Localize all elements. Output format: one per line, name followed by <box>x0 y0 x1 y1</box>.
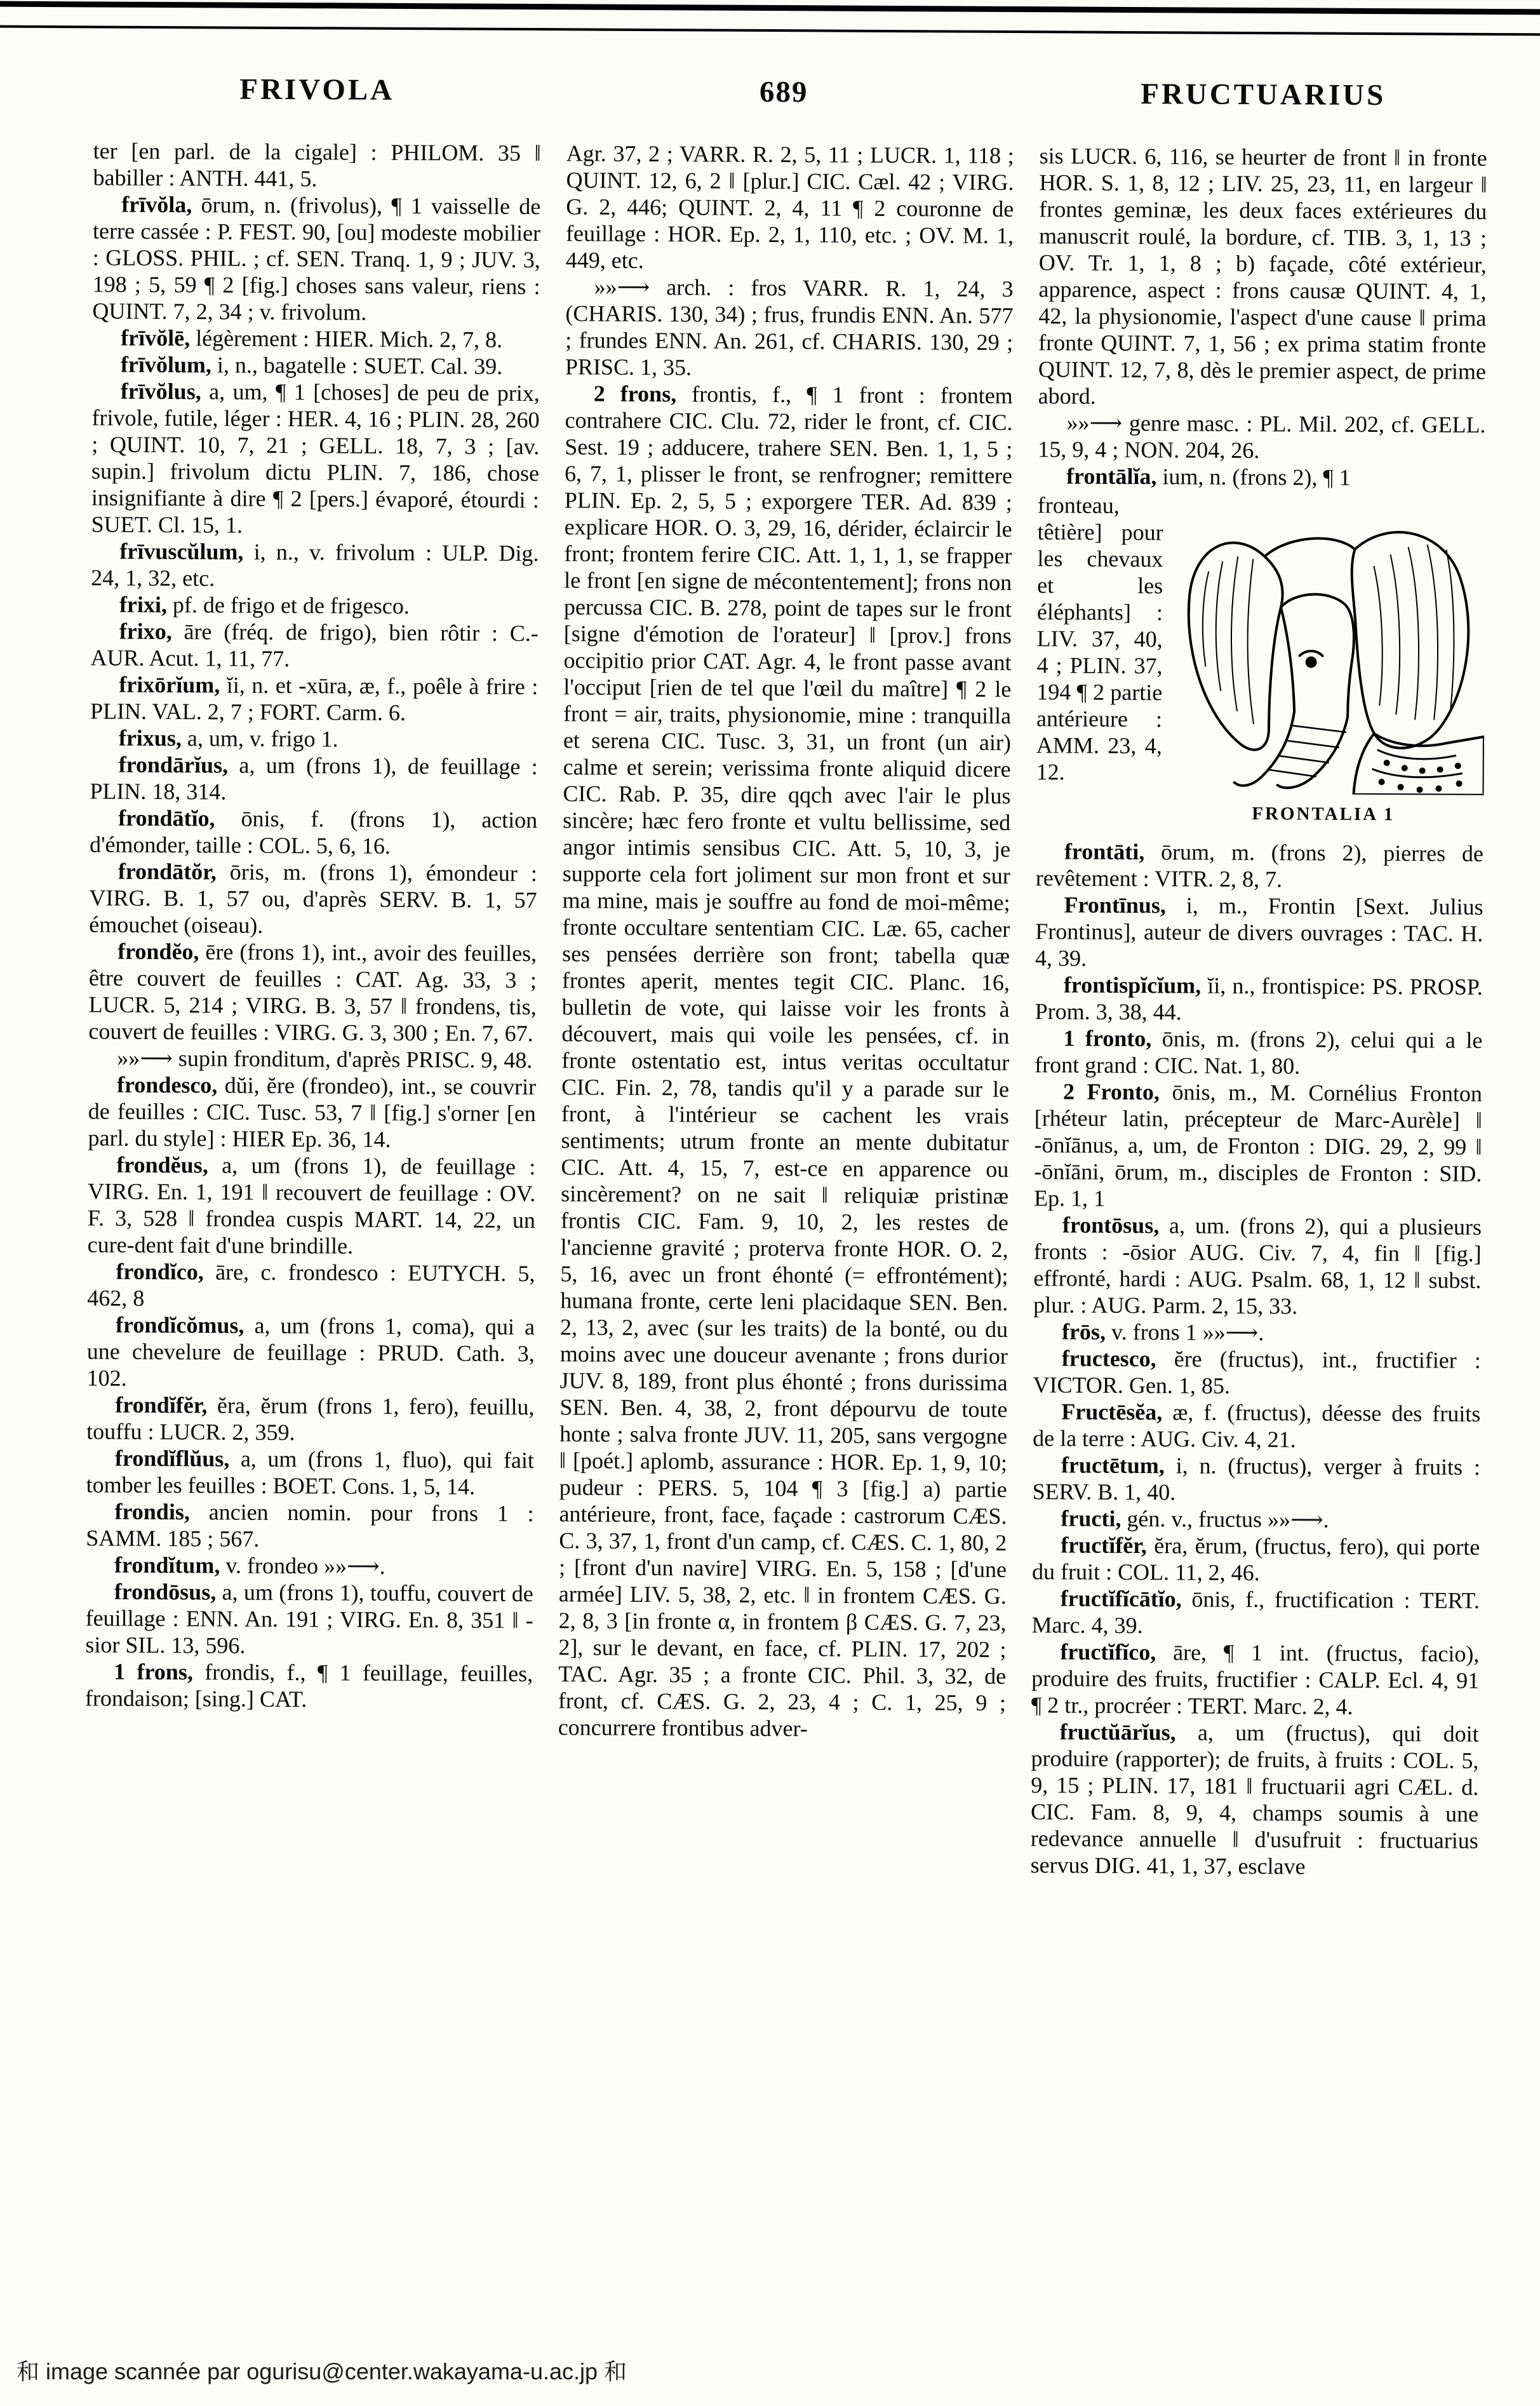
entry-text: légèrement : HIER. Mich. 2, 7, 8. <box>190 325 503 353</box>
headword: 1 frons, <box>114 1658 194 1685</box>
dictionary-entry <box>1033 1345 1480 1401</box>
entry-text: gén. v., fructus »»⟶. <box>1121 1505 1329 1533</box>
entry-text: a, um (frons 1, fluo), qui fait tomber les feuilles : BOET. Cons. 1, 5, 14. <box>86 1446 535 1500</box>
entry-text: Agr. 37, 2 ; VARR. R. 2, 5, 11 ; LUCR. 1, 118 ; QUINT. 12, 6, 2 ‖ [plur.] CIC. Cæl. 42 ; VIRG. G. 2, 446; QUINT. 2, 4, 11 ¶ 2 couronne de feuillage : HOR. Ep. 2, 1, 110, etc. ; OV. M. 1, 449, etc. <box>565 140 1014 273</box>
headword: fructĭfĕr, <box>1061 1532 1147 1559</box>
column-right-bottom-entries <box>1031 838 1484 1881</box>
entry-text: ĭi, n. et -xūra, æ, f., poêle à frire : PLIN. VAL. 2, 7 ; FORT. Carm. 6. <box>90 672 539 726</box>
figure-caption: FRONTALIA 1 <box>1252 803 1395 825</box>
entry-text: »»⟶ arch. : fros VARR. R. 1, 24, 3 (CHARIS. 130, 34) ; frus, frundis ENN. An. 577 ; frundes ENN. An. 261, cf. CHARIS. 130, 29 ; PRISC. 1, 35. <box>565 274 1014 380</box>
dictionary-entry <box>92 191 540 326</box>
running-head-right: FRUCTUARIUS <box>1141 77 1386 112</box>
dictionary-entry <box>90 804 537 860</box>
dictionary-entry <box>91 591 539 620</box>
entry-text: a, um, v. frigo 1. <box>181 725 338 752</box>
entry-text: frontis, f., ¶ 1 front : frontem contrahere CIC. Clu. 72, rider le front, cf. CIC. Sest. 19 ; adducere, trahere SEN. Ben. 1, 1, 5 ; 6, 7, 1, plisser le front, se renfrogner; remittere PLIN. Ep. 2, 5, 5 ; exporgere TER. Ad. 839 ; explicare HOR. O. 3, 29, 16, dérider, éclaircir le front; frontem ferire CIC. Att. 1, 1, 1, se frapper le front [en signe de mécontentement]; frons non percussa CIC. B. 278, point de tapes sur le front [signe d'émotion de l'orateur] ‖ [prov.] frons occipitio prior CAT. Agr. 4, le front passe avant l'occiput [rien de tel que l'œil du maître] ¶ 2 le front = air, traits, physionomie, mine : tranquilla et serena CIC. Tusc. 3, 31, un front (un air) calme et serein; verissima fronte aliquid dicere CIC. Rab. P. 35, dire qqch avec l'air le plus sincère; hæc fero fronte et vultu bellissime, sed angor intimis sensibus CIC. Att. 5, 10, 3, je supporte cela fort joliment sur mon front et sur ma mine, mais je souffre au fond de moi-même; fronte occultare sententiam CIC. Læ. 65, cacher ses pensées derrière son front; tabella quæ frontes aperit, mentes tegit CIC. Planc. 16, bulletin de vote, qui laisse voir les fronts à découvert, mais qui voile les pensées, cf. in fronte ostentatio est, intus veritas occultatur CIC. Fin. 2, 78, tandis qu'il y a parade sur le front, à l'intérieur se cachent les vrais sentiments; utrum fronte an mente dubitatur CIC. Att. 4, 15, 7, est-ce en apparence ou sincèrement? on ne sait ‖ reliquiæ pristinæ frontis CIC. Fam. 9, 10, 2, les restes de l'ancienne gravité ; proterva fronte HOR. O. 2, 5, 16, avec un front éhonté (= effrontément); humana fronte, certe leni placidaque SEN. Ben. 2, 13, 2, avec (sur les traits) de la bonté, ou du moins avec une douceur avenante ; frons durior JUV. 8, 189, front plus éhonté ; frons durissima SEN. Ben. 4, 38, 2, front dépourvu de toute honte ; salva fronte JUV. 11, 205, sans vergogne ‖ [poét.] aplomb, assurance : HOR. Ep. 1, 9, 10; pudeur : PERS. 5, 104 ¶ 3 [fig.] a) partie antérieure, front, face, façade : castrorum CÆS. C. 3, 37, 1, front d'un camp, cf. CÆS. C. 1, 80, 2 ; [front d'un navire] VIRG. En. 5, 158 ; [d'une armée] LIV. 5, 38, 2, etc. ‖ in frontem CÆS. G. 2, 8, 3 [in fronte α, in frontem β CÆS. G. 7, 23, 2], sur le devant, en face, cf. PLIN. 17, 202 ; TAC. Agr. 35 ; a fronte CIC. Phil. 3, 32, de front, cf. CÆS. G. 2, 23, 4 ; C. 1, 25, 9 ; concurrere frontibus adver- <box>558 381 1013 1742</box>
entry-text: ōrum, n. (frivolus), ¶ 1 vaisselle de terre cassée : P. FEST. 90, [ou] modeste mobilier : GLOSS. PHIL. ; cf. SEN. Tranq. 1, 9 ; JUV. 3, 198 ; 5, 59 ¶ 2 [fig.] choses sans valeur, riens : QUINT. 7, 2, 34 ; v. frivolum. <box>92 192 541 325</box>
headword: frondōsus, <box>114 1578 217 1605</box>
entry-text: a, um, ¶ 1 [choses] de peu de prix, frivole, futile, léger : HER. 4, 16 ; PLIN. 28, 260 ; QUINT. 10, 7, 21 ; GELL. 18, 7, 3 ; [av. supin.] frivolum dictu PLIN. 7, 186, chose insignifiante à dire ¶ 2 [pers.] évaporé, étourdi : SUET. Cl. 15, 1. <box>91 379 540 538</box>
headword: fructŭārĭus, <box>1059 1719 1176 1745</box>
entry-text: āre, c. frondesco : EUTYCH. 5, 462, 8 <box>87 1259 535 1311</box>
dictionary-entry <box>89 857 537 940</box>
dictionary-entry <box>88 1151 536 1260</box>
headword: frondĭcŏmus, <box>115 1312 244 1338</box>
headword: frondis, <box>114 1498 191 1525</box>
headword: fructētum, <box>1061 1452 1165 1479</box>
entry-text: v. frons 1 »»⟶. <box>1105 1319 1264 1346</box>
top-rule-thick <box>0 1 1540 15</box>
frontalia-entry-head <box>1038 462 1485 492</box>
entry-text: ōris, m. (frons 1), émondeur : VIRG. B. 1, 57 ou, d'après SERV. B. 1, 57 émouchet (oiseau). <box>89 859 537 938</box>
headword: frixōrĭum, <box>119 671 220 698</box>
dictionary-entry <box>558 380 1013 1743</box>
entry-text: a, um (frons 1), de feuillage : PLIN. 18, 314. <box>90 752 538 805</box>
entry-continuation <box>1038 142 1487 412</box>
top-rule-thin <box>0 25 1540 36</box>
text-columns <box>84 137 1487 1880</box>
headword: 2 Fronto, <box>1062 1079 1160 1105</box>
entry-text: āre, ¶ 1 int. (fructus, facio), produire des fruits, fructifier : CALP. Ecl. 4, 91 ¶ 2 tr., procréer : TERT. Marc. 2, 4. <box>1031 1639 1480 1719</box>
headword: fructesco, <box>1061 1345 1156 1372</box>
entry-text: i, n., bagatelle : SUET. Cal. 39. <box>211 352 503 379</box>
entry-text: ōnis, m. (frons 2), celui qui a le front grand : CIC. Nat. 1, 80. <box>1034 1026 1483 1079</box>
headword: frixus, <box>118 725 182 751</box>
headword: frontispĭcĭum, <box>1063 972 1202 998</box>
entry-continuation <box>566 140 1014 276</box>
headword: Fructēsĕa, <box>1061 1399 1163 1425</box>
headword: frondĭco, <box>116 1258 204 1285</box>
frontalia-figure <box>1163 495 1485 828</box>
headword: frondĭfĕr, <box>115 1392 208 1418</box>
dictionary-entry <box>90 751 537 807</box>
entry-text: dŭi, ĕre (frondeo), int., se couvrir de feuilles : CIC. Tusc. 53, 7 ‖ [fig.] s'orner [en parl. du style] : HIER Ep. 36, 14. <box>88 1072 537 1152</box>
entry-continuation <box>565 273 1014 382</box>
column-left <box>84 137 541 1876</box>
entry-text: ĕra, ĕrum, (fructus, fero), qui porte du fruit : COL. 11, 2, 46. <box>1031 1533 1480 1586</box>
dictionary-entry <box>86 1391 534 1447</box>
dictionary-entry <box>86 1551 533 1580</box>
dictionary-entry <box>1033 1398 1480 1454</box>
frontalia-figure-row <box>1036 492 1485 840</box>
headword: fructĭfĭcātĭo, <box>1060 1585 1182 1612</box>
dictionary-entry <box>86 1444 534 1500</box>
entry-text: ancien nomin. pour frons 1 : SAMM. 185 ; 567. <box>86 1499 534 1552</box>
headword: frondesco, <box>116 1072 218 1098</box>
dictionary-entry <box>91 377 540 540</box>
headword: frontāti, <box>1064 838 1145 865</box>
dictionary-entry <box>91 537 539 593</box>
footer-scan-credit: 和 image scannée par ogurisu@center.wakayama-u.ac.jp 和 <box>17 2358 627 2384</box>
headword: fructi, <box>1061 1505 1122 1531</box>
dictionary-entry <box>87 1311 535 1394</box>
dictionary-entry <box>1034 1078 1482 1214</box>
column-right <box>1031 142 1487 1881</box>
entry-text: ter [en parl. de la cigale] : PHILOM. 35 ‖ babiller : ANTH. 441, 5. <box>93 138 541 192</box>
entry-text: v. frondeo »»⟶. <box>220 1552 385 1579</box>
headword: frixi, <box>119 591 168 618</box>
dictionary-entry <box>1033 1451 1480 1507</box>
headword: frondĭtum, <box>114 1552 220 1578</box>
dictionary-entry <box>1036 838 1483 894</box>
entry-text: ium, n. (frons 2), ¶ 1 <box>1156 464 1351 490</box>
entry-text: ōnis, m., M. Cornélius Fronton [rhéteur latin, précepteur de Marc-Aurèle] ‖ -ōnĭānus, a, um, de Fronton : DIG. 29, 2, 99 ‖ -ōnĭāni, ōrum, m., disciples de Fronton : SID. Ep. 1, 1 <box>1034 1079 1483 1211</box>
headword: frondĕus, <box>116 1152 208 1178</box>
headword: frīvŏlus, <box>120 378 201 405</box>
headword: frontālĭa, <box>1066 463 1157 490</box>
headword: 2 frons, <box>593 380 677 407</box>
dictionary-entry <box>1031 1718 1479 1881</box>
dictionary-entry <box>1032 1505 1480 1534</box>
headword: frīvŏlē, <box>121 325 191 351</box>
dictionary-entry <box>85 1658 533 1714</box>
dictionary-entry <box>88 938 537 1047</box>
dictionary-entry <box>1035 971 1483 1027</box>
headword: frīvŏla, <box>121 191 192 218</box>
dictionary-entry <box>87 1258 535 1314</box>
dictionary-entry <box>1033 1211 1482 1321</box>
column-middle <box>558 140 1014 1878</box>
entry-text: i, m., Frontin [Sext. Julius Frontinus], auteur de divers ouvrages : TAC. H. 4, 39. <box>1035 892 1483 971</box>
headword: frondātĭo, <box>118 805 215 831</box>
dictionary-entry <box>90 724 538 753</box>
headword: Frontīnus, <box>1064 892 1167 918</box>
dictionary-entry <box>92 324 540 353</box>
dictionary-entry <box>88 1071 536 1153</box>
headword: frīvuscŭlum, <box>119 538 244 565</box>
dictionary-entry <box>1034 1025 1482 1080</box>
entry-text: ĭi, n., frontispice: PS. PROSP. Prom. 3, 38, 44. <box>1034 972 1483 1025</box>
running-head-left: FRIVOLA <box>239 72 395 107</box>
headword: frōs, <box>1061 1319 1106 1345</box>
headword: frondĕo, <box>117 938 199 965</box>
entry-text: ōrum, m. (frons 2), pierres de revêtement : VITR. 2, 8, 7. <box>1035 839 1484 892</box>
headword: frixo, <box>119 618 172 645</box>
entry-text: i, n., v. frivolum : ULP. Dig. 24, 1, 32, etc. <box>91 539 539 591</box>
entry-text: æ, f. (fructus), déesse des fruits de la terre : AUG. Civ. 4, 21. <box>1033 1399 1481 1453</box>
entry-text: ēre (frons 1), int., avoir des feuilles, être couvert de feuilles : CAT. Ag. 33, 3 ; LUCR. 5, 214 ; VIRG. B. 3, 57 ‖ frondens, tis, couvert de feuilles : VIRG. G. 3, 300 ; En. 7, 67. <box>88 939 537 1047</box>
dictionary-entry <box>1035 891 1483 974</box>
dictionary-entry <box>90 671 538 727</box>
elephant-frontlet-illustration <box>1163 495 1485 795</box>
dictionary-entry <box>1032 1531 1480 1587</box>
headword: frontōsus, <box>1062 1212 1160 1239</box>
entry-continuation <box>1038 409 1485 465</box>
entry-text: »»⟶ genre masc. : PL. Mil. 202, cf. GELL. 15, 9, 4 ; NON. 204, 26. <box>1038 410 1486 464</box>
entry-text: a, um (frons 1), de feuillage : VIRG. En. 1, 191 ‖ recouvert de feuillage : OV. F. 3, 528 ‖ frondea cuspis MART. 14, 22, un cure-dent fait d'une brindille. <box>87 1152 536 1259</box>
dictionary-entry <box>86 1498 533 1554</box>
entry-text: i, n. (fructus), verger à fruits : SERV. B. 1, 40. <box>1032 1453 1481 1505</box>
entry-text: āre (fréq. de frigo), bien rôtir : C.-AUR. Acut. 1, 11, 77. <box>90 619 539 672</box>
dictionary-entry <box>92 351 540 380</box>
headword: 1 fronto, <box>1063 1025 1152 1052</box>
headword: frondārĭus, <box>118 751 229 778</box>
entry-text: ōnis, f. (frons 1), action d'émonder, taille : COL. 5, 6, 16. <box>89 805 538 859</box>
dictionary-entry <box>1033 1318 1481 1347</box>
headword: frondātŏr, <box>117 858 217 885</box>
headword: frondĭflŭus, <box>114 1445 230 1472</box>
dictionary-entry <box>85 1578 533 1660</box>
frontalia-wrapped-text: fronteau, têtière] pour les chevaux et les éléphants] : LIV. 37, 40, 4 ; PLIN. 37, 194 ¶ 2 partie antérieure : AMM. 23, 4, 12. <box>1036 492 1163 785</box>
column-right-top-entries <box>1038 142 1487 465</box>
entry-text: sis LUCR. 6, 116, se heurter de front ‖ in fronte HOR. S. 1, 8, 12 ; LIV. 25, 23, 11, en largeur ‖ frontes geminæ, les deux faces extérieures du manuscrit roulé, la bordure, cf. TIB. 3, 1, 13 ; OV. Tr. 1, 1, 8 ; b) façade, côté extérieur, apparence, aspect : frons causæ QUINT. 4, 1, 42, la physionomie, l'aspect d'une cause ‖ prima fronte QUINT. 7, 1, 56 ; ex prima statim fronte QUINT. 12, 7, 8, dès le premier aspect, de prime abord. <box>1038 143 1487 409</box>
entry-text: pf. de frigo et de frigesco. <box>166 592 410 619</box>
entry-text: a, um (fructus), qui doit produire (rapporter); de fruits, à fruits : COL. 5, 9, 15 ; PLIN. 17, 181 ‖ fructuarii agri CÆL. d. CIC. Fam. 8, 9, 4, champs soumis à une redevance annuelle ‖ d'usufruit : fructuarius servus DIG. 41, 1, 37, esclave <box>1030 1719 1479 1879</box>
entry-text: a, um (frons 1, coma), qui a une chevelure de feuillage : PRUD. Cath. 3, 102. <box>86 1312 535 1391</box>
entry-text: »»⟶ supin fronditum, d'après PRISC. 9, 48. <box>117 1045 533 1073</box>
dictionary-entry <box>1032 1585 1480 1641</box>
entry-text: ĕra, ĕrum (frons 1, fero), feuillu, touffu : LUCR. 2, 359. <box>86 1392 535 1446</box>
page-number: 689 <box>759 75 808 109</box>
entry-text: frondis, f., ¶ 1 feuillage, feuilles, frondaison; [sing.] CAT. <box>84 1659 533 1712</box>
entry-text: a, um. (frons 2), qui a plusieurs fronts : -ōsior AUG. Civ. 7, 4, fin ‖ [fig.] effronté, hardi : AUG. Psalm. 68, 1, 12 ‖ subst. plur. : AUG. Parm. 2, 15, 33. <box>1033 1213 1482 1319</box>
entry-text: a, um (frons 1), touffu, couvert de feuillage : ENN. An. 191 ; VIRG. En. 8, 351 ‖ -sior SIL. 13, 596. <box>85 1579 533 1658</box>
headword: fructĭfĭco, <box>1060 1639 1156 1665</box>
entry-text: ōnis, f., fructification : TERT. Marc. 4, 39. <box>1031 1586 1480 1639</box>
dictionary-entry <box>1031 1638 1480 1721</box>
headword: frīvŏlum, <box>120 351 212 378</box>
entry-continuation <box>88 1044 536 1073</box>
entry-text: ĕre (fructus), int., fructifier : VICTOR. Gen. 1, 85. <box>1033 1346 1481 1399</box>
entry-continuation <box>93 137 540 193</box>
dictionary-entry <box>90 617 538 673</box>
